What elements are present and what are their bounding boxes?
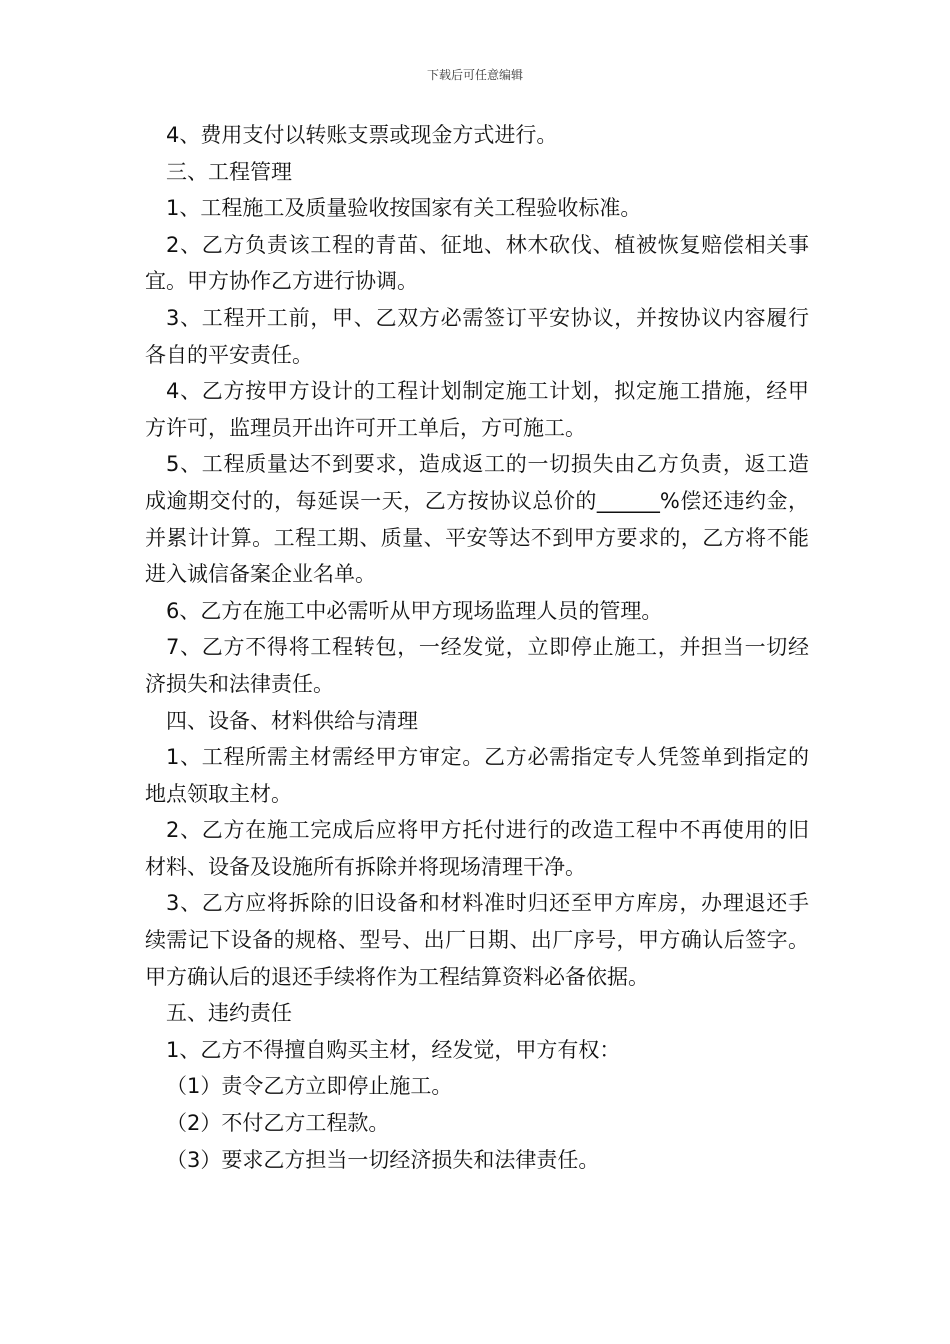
header-note: 下载后可任意编辑 <box>426 68 523 82</box>
document-body <box>145 117 809 1178</box>
section-heading: 五、违约责任 <box>166 1001 292 1026</box>
paragraph: 6、乙方在施工中必需听从甲方现场监理人员的管理。 <box>166 598 663 623</box>
paragraph: 3、工程开工前，甲、乙双方必需签订平安协议，并按协议内容履行各自的平安责任。 <box>145 305 809 367</box>
paragraph: 3、乙方应将拆除的旧设备和材料准时归还至甲方库房，办理退还手续需记下设备的规格、型号、出厂日期、出厂序号，甲方确认后签字。甲方确认后的退还手续将作为工程结算资料必备依据。 <box>145 891 809 989</box>
list-item: （1）责令乙方立即停止施工。 <box>166 1074 453 1099</box>
paragraph: 5、工程质量达不到要求，造成返工的一切损失由乙方负责，返工造成逾期交付的，每延误一天，乙方按协议总价的______%偿还违约金，并累计计算。工程工期、质量、平安等达不到甲方要求的，乙方将不能进入诚信备案企业名单。 <box>145 452 809 587</box>
section-heading: 三、工程管理 <box>166 159 292 184</box>
list-item: （3）要求乙方担当一切经济损失和法律责任。 <box>166 1147 600 1172</box>
paragraph: 1、工程所需主材需经甲方审定。乙方必需指定专人凭签单到指定的地点领取主材。 <box>145 745 809 806</box>
paragraph: 2、乙方负责该工程的青苗、征地、林木砍伐、植被恢复赔偿相关事宜。甲方协作乙方进行协调。 <box>145 232 809 294</box>
paragraph: 2、乙方在施工完成后应将甲方托付进行的改造工程中不再使用的旧材料、设备及设施所有拆除并将现场清理干净。 <box>145 818 809 879</box>
paragraph: 4、乙方按甲方设计的工程计划制定施工计划，拟定施工措施，经甲方许可，监理员开出许可开工单后，方可施工。 <box>145 379 809 440</box>
paragraph: 7、乙方不得将工程转包，一经发觉，立即停止施工，并担当一切经济损失和法律责任。 <box>145 635 809 696</box>
paragraph: 4、费用支付以转账支票或现金方式进行。 <box>166 123 558 147</box>
section-heading: 四、设备、材料供给与清理 <box>166 708 418 733</box>
paragraph: 1、工程施工及质量验收按国家有关工程验收标准。 <box>166 196 642 221</box>
list-item: （2）不付乙方工程款。 <box>166 1111 390 1136</box>
paragraph: 1、乙方不得擅自购买主材，经发觉，甲方有权： <box>166 1037 621 1062</box>
